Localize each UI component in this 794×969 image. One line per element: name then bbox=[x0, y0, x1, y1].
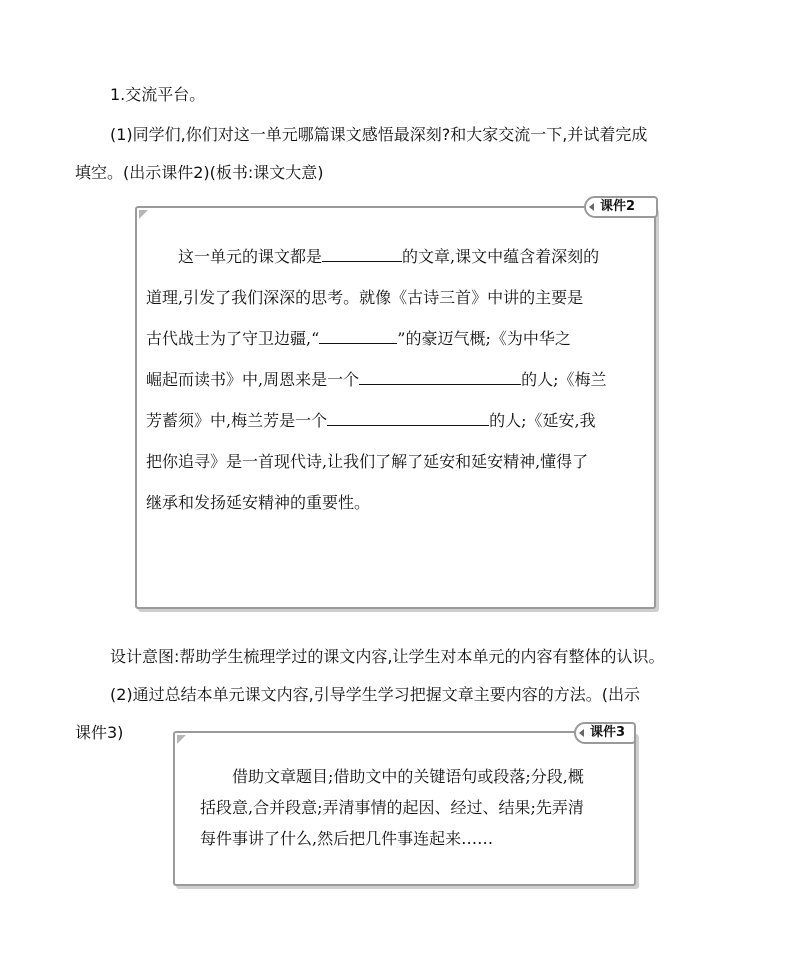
card-corner-mark bbox=[177, 735, 186, 744]
card1-text: 古代战士为了守卫边疆,“ bbox=[146, 329, 320, 348]
card1-text: 这一单元的课文都是 bbox=[178, 247, 323, 266]
paragraph-1-line-2: 填空。(出示课件2)(板书:课文大意) bbox=[75, 163, 324, 182]
fill-blank-3[interactable] bbox=[359, 370, 521, 385]
card1-text: 崛起而读书》中,周恩来是一个 bbox=[146, 370, 360, 389]
card1-text: 的人;《梅兰 bbox=[521, 370, 607, 389]
card1-text: 道理,引发了我们深深的思考。就像《古诗三首》中讲的主要是 bbox=[146, 288, 584, 307]
design-intent: 设计意图:帮助学生梳理学过的课文内容,让学生对本单元的内容有整体的认识。 bbox=[110, 647, 665, 666]
paragraph-2-line-2: 课件3) bbox=[75, 723, 124, 742]
card2-text: 借助文章题目;借助文中的关键语句或段落;分段,概 bbox=[232, 767, 584, 786]
card1-text: 芳蓄须》中,梅兰芳是一个 bbox=[146, 411, 328, 430]
card1-text: 继承和发扬延安精神的重要性。 bbox=[146, 493, 371, 512]
card2-text: 括段意,合并段意;弄清事情的起因、经过、结果;先弄清 bbox=[200, 798, 584, 817]
courseware-2-tab: 课件2 bbox=[584, 196, 658, 218]
card-corner-mark bbox=[139, 210, 148, 219]
card1-text: 的文章,课文中蕴含着深刻的 bbox=[402, 247, 600, 266]
fill-blank-4[interactable] bbox=[327, 411, 489, 426]
courseware-2-text bbox=[146, 236, 656, 523]
paragraph-1-line-1: (1)同学们,你们对这一单元哪篇课文感悟最深刻?和大家交流一下,并试着完成 bbox=[110, 125, 648, 144]
card1-text: ”的豪迈气概;《为中华之 bbox=[397, 329, 571, 348]
card2-text: 每件事讲了什么,然后把几件事连起来…… bbox=[200, 829, 494, 848]
courseware-3-tab: 课件3 bbox=[574, 722, 636, 744]
paragraph-2-line-1: (2)通过总结本单元课文内容,引导学生学习把握文章主要内容的方法。(出示 bbox=[110, 685, 640, 704]
section-heading: 1.交流平台。 bbox=[110, 85, 206, 104]
courseware-3-text bbox=[200, 761, 630, 854]
fill-blank-2[interactable] bbox=[319, 329, 397, 344]
card1-text: 的人;《延安,我 bbox=[489, 411, 596, 430]
fill-blank-1[interactable] bbox=[322, 247, 402, 262]
card1-text: 把你追寻》是一首现代诗,让我们了解了延安和延安精神,懂得了 bbox=[146, 452, 589, 471]
